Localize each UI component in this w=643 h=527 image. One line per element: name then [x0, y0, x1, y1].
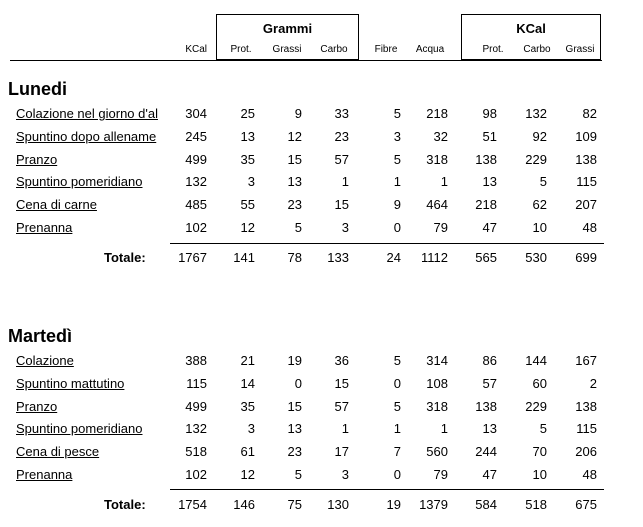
- total-kcal-carbo: 518: [525, 497, 547, 512]
- cell-acqua: 314: [426, 353, 448, 368]
- cell-kcal-prot: 98: [482, 106, 497, 121]
- cell-fibre: 1: [393, 421, 401, 436]
- cell-kcal: 102: [185, 220, 207, 235]
- cell-kcal: 132: [185, 174, 207, 189]
- cell-acqua: 318: [426, 152, 448, 167]
- cell-acqua: 560: [426, 444, 448, 459]
- col-header-fibre: Fibre: [374, 44, 398, 55]
- total-kcal-grassi: 675: [575, 497, 597, 512]
- meal-link[interactable]: Pranzo: [16, 152, 58, 167]
- cell-carbo: 17: [334, 444, 349, 459]
- cell-kcal-prot: 51: [482, 129, 497, 144]
- total-carbo: 130: [327, 497, 349, 512]
- cell-kcal: 102: [185, 467, 207, 482]
- total-kcal-grassi: 699: [575, 250, 597, 265]
- meal-link[interactable]: Spuntino dopo allename: [16, 129, 157, 144]
- cell-kcal-carbo: 5: [539, 421, 547, 436]
- cell-acqua: 32: [433, 129, 448, 144]
- cell-kcal-grassi: 115: [576, 174, 597, 189]
- cell-acqua: 108: [426, 376, 448, 391]
- cell-carbo: 36: [334, 353, 349, 368]
- cell-acqua: 464: [426, 197, 448, 212]
- cell-carbo: 15: [334, 197, 349, 212]
- cell-grassi: 9: [294, 106, 302, 121]
- cell-kcal-prot: 13: [482, 174, 497, 189]
- cell-fibre: 0: [393, 467, 401, 482]
- cell-fibre: 5: [393, 152, 401, 167]
- col-header-kcal: KCal: [185, 44, 207, 55]
- col-header-grassi: Grassi: [272, 44, 302, 55]
- cell-kcal-carbo: 70: [532, 444, 547, 459]
- cell-fibre: 5: [393, 399, 401, 414]
- cell-fibre: 9: [393, 197, 401, 212]
- cell-kcal-carbo: 10: [532, 467, 547, 482]
- total-prot: 141: [233, 250, 255, 265]
- cell-carbo: 57: [334, 399, 349, 414]
- cell-kcal: 499: [185, 399, 207, 414]
- total-label: Totale:: [104, 250, 146, 265]
- cell-kcal-grassi: 2: [589, 376, 597, 391]
- cell-kcal-prot: 138: [475, 399, 497, 414]
- col-header-kcal-prot: Prot.: [482, 44, 504, 55]
- cell-kcal-prot: 244: [475, 444, 497, 459]
- cell-kcal: 388: [185, 353, 207, 368]
- cell-kcal: 245: [185, 129, 207, 144]
- cell-kcal-grassi: 206: [575, 444, 597, 459]
- cell-kcal-grassi: 138: [575, 152, 597, 167]
- cell-prot: 61: [240, 444, 255, 459]
- cell-kcal-grassi: 138: [575, 399, 597, 414]
- cell-prot: 25: [240, 106, 255, 121]
- total-acqua: 1379: [419, 497, 448, 512]
- cell-kcal-carbo: 5: [539, 174, 547, 189]
- cell-kcal: 304: [185, 106, 207, 121]
- total-carbo: 133: [327, 250, 349, 265]
- cell-grassi: 15: [287, 399, 302, 414]
- cell-grassi: 23: [287, 444, 302, 459]
- cell-acqua: 218: [426, 106, 448, 121]
- cell-prot: 14: [240, 376, 255, 391]
- cell-acqua: 79: [433, 467, 448, 482]
- meal-link[interactable]: Prenanna: [16, 467, 73, 482]
- cell-kcal-prot: 47: [482, 220, 497, 235]
- total-kcal: 1754: [178, 497, 207, 512]
- cell-kcal-grassi: 115: [576, 421, 597, 436]
- cell-kcal-grassi: 167: [575, 353, 597, 368]
- cell-carbo: 33: [334, 106, 349, 121]
- col-header-prot: Prot.: [230, 44, 252, 55]
- cell-kcal-carbo: 132: [525, 106, 547, 121]
- cell-carbo: 23: [334, 129, 349, 144]
- total-prot: 146: [233, 497, 255, 512]
- cell-prot: 3: [247, 421, 255, 436]
- cell-grassi: 13: [287, 174, 302, 189]
- total-kcal-prot: 565: [475, 250, 497, 265]
- cell-grassi: 5: [294, 220, 302, 235]
- cell-kcal: 518: [185, 444, 207, 459]
- cell-kcal-carbo: 229: [525, 152, 547, 167]
- cell-prot: 12: [240, 220, 255, 235]
- cell-kcal: 499: [185, 152, 207, 167]
- meal-link[interactable]: Cena di carne: [16, 197, 97, 212]
- cell-carbo: 57: [334, 152, 349, 167]
- col-header-carbo: Carbo: [320, 44, 348, 55]
- cell-grassi: 23: [287, 197, 302, 212]
- total-fibre: 19: [386, 497, 401, 512]
- cell-grassi: 13: [287, 421, 302, 436]
- cell-acqua: 1: [440, 174, 448, 189]
- cell-grassi: 0: [294, 376, 302, 391]
- total-divider: [170, 243, 604, 244]
- total-grassi: 75: [287, 497, 302, 512]
- cell-fibre: 5: [393, 106, 401, 121]
- cell-grassi: 12: [287, 129, 302, 144]
- cell-kcal-prot: 47: [482, 467, 497, 482]
- total-acqua: 1112: [421, 250, 448, 265]
- header-divider: [10, 60, 602, 61]
- day-title-martedi: Martedì: [8, 326, 73, 346]
- cell-acqua: 1: [440, 421, 448, 436]
- meal-link[interactable]: Spuntino pomeridiano: [16, 421, 143, 436]
- total-grassi: 78: [287, 250, 302, 265]
- total-fibre: 24: [386, 250, 401, 265]
- cell-kcal: 115: [186, 376, 207, 391]
- cell-kcal-carbo: 60: [532, 376, 547, 391]
- total-kcal-prot: 584: [475, 497, 497, 512]
- cell-kcal-prot: 138: [475, 152, 497, 167]
- total-kcal-carbo: 530: [525, 250, 547, 265]
- cell-grassi: 5: [294, 467, 302, 482]
- cell-kcal-prot: 86: [482, 353, 497, 368]
- cell-acqua: 318: [426, 399, 448, 414]
- cell-kcal-carbo: 92: [532, 129, 547, 144]
- total-label: Totale:: [104, 497, 146, 512]
- kcal-group-title: KCal: [516, 21, 546, 36]
- cell-kcal-carbo: 144: [525, 353, 547, 368]
- cell-prot: 35: [240, 152, 255, 167]
- cell-kcal: 485: [185, 197, 207, 212]
- cell-kcal-grassi: 82: [582, 106, 597, 121]
- cell-kcal-carbo: 62: [532, 197, 547, 212]
- cell-kcal-prot: 57: [482, 376, 497, 391]
- cell-fibre: 5: [393, 353, 401, 368]
- cell-fibre: 3: [393, 129, 401, 144]
- cell-prot: 35: [240, 399, 255, 414]
- cell-prot: 13: [240, 129, 255, 144]
- cell-prot: 21: [240, 353, 255, 368]
- meal-link[interactable]: Colazione nel giorno d'al: [16, 106, 158, 121]
- cell-carbo: 1: [341, 174, 349, 189]
- cell-kcal-prot: 218: [475, 197, 497, 212]
- cell-kcal-grassi: 109: [575, 129, 597, 144]
- cell-fibre: 0: [393, 220, 401, 235]
- col-header-kcal-carbo: Carbo: [523, 44, 551, 55]
- cell-carbo: 15: [334, 376, 349, 391]
- meal-link[interactable]: Spuntino pomeridiano: [16, 174, 143, 189]
- cell-prot: 55: [240, 197, 255, 212]
- cell-fibre: 0: [393, 376, 401, 391]
- cell-prot: 3: [247, 174, 255, 189]
- meal-link[interactable]: Cena di pesce: [16, 444, 100, 459]
- meal-link[interactable]: Spuntino mattutino: [16, 376, 125, 391]
- cell-carbo: 3: [341, 220, 349, 235]
- cell-carbo: 3: [341, 467, 349, 482]
- cell-kcal-grassi: 207: [575, 197, 597, 212]
- col-header-kcal-grassi: Grassi: [565, 44, 595, 55]
- cell-kcal-grassi: 48: [582, 220, 597, 235]
- meal-link[interactable]: Prenanna: [16, 220, 73, 235]
- meal-link[interactable]: Pranzo: [16, 399, 58, 414]
- cell-kcal: 132: [185, 421, 207, 436]
- cell-grassi: 19: [287, 353, 302, 368]
- cell-kcal-grassi: 48: [582, 467, 597, 482]
- cell-acqua: 79: [433, 220, 448, 235]
- total-kcal: 1767: [178, 250, 207, 265]
- cell-kcal-prot: 13: [482, 421, 497, 436]
- cell-carbo: 1: [341, 421, 349, 436]
- cell-grassi: 15: [287, 152, 302, 167]
- grammi-group-title: Grammi: [262, 21, 313, 36]
- cell-prot: 12: [240, 467, 255, 482]
- cell-fibre: 7: [393, 444, 401, 459]
- total-divider: [170, 489, 604, 490]
- meal-link[interactable]: Colazione: [16, 353, 74, 368]
- col-header-acqua: Acqua: [415, 44, 445, 55]
- cell-kcal-carbo: 229: [525, 399, 547, 414]
- day-title-lunedi: Lunedi: [8, 79, 67, 99]
- cell-kcal-carbo: 10: [532, 220, 547, 235]
- cell-fibre: 1: [393, 174, 401, 189]
